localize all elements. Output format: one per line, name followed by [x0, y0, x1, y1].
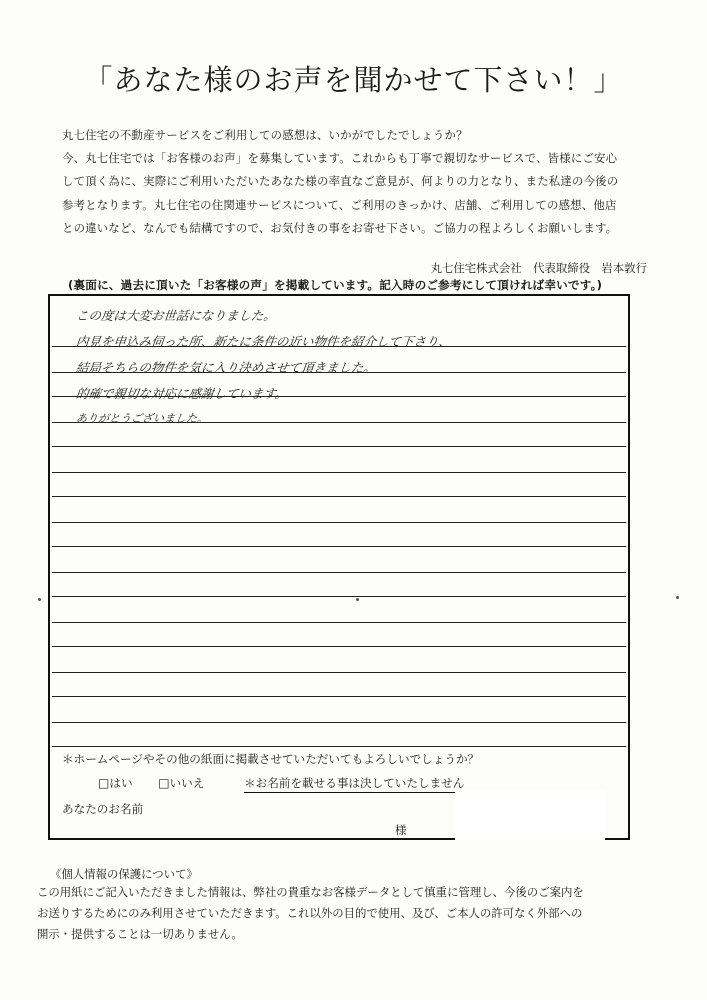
name-field-label: あなたのお名前 — [62, 802, 144, 816]
ruled-line — [52, 446, 626, 447]
handwritten-line: ありがとうございました。 — [75, 412, 209, 425]
page-title: 「あなた様のお声を聞かせて下さい！」 — [83, 63, 624, 97]
publish-consent-options — [98, 775, 464, 793]
ruled-line — [52, 746, 626, 747]
handwritten-line: この度は大変お世話になりました。 — [75, 308, 277, 323]
scan-speck — [676, 596, 679, 599]
intro-line: との違いなど、なんでも結構ですので、お気付きの事をお寄せ下さい。ご協力の程よろしくお願いします。 — [62, 220, 618, 235]
privacy-line: この用紙にご記入いただきました情報は、弊社の貴重なお客様データとして慎重に管理し、今後のご案内を — [37, 885, 584, 899]
name-honorific: 様 — [395, 823, 407, 837]
ruled-line — [52, 546, 626, 547]
privacy-text — [37, 882, 677, 946]
ruled-line — [52, 522, 626, 523]
form-note: (裏面に、過去に頂いた「お客様の声」を掲載しています。記入時のご参考にして頂ければ幸いです。) — [68, 278, 603, 292]
privacy-line: お送りするためにのみ利用させていただきます。これ以外の目的で使用、及び、ご本人の許可なく外部への — [37, 906, 583, 921]
feedback-form — [48, 294, 630, 840]
consent-yes-option[interactable] — [98, 775, 133, 791]
intro-line: して頂く為に、実際にご利用いただいたあなた様の率直なご意見が、何よりの力となり、また私達の今後の — [62, 174, 619, 189]
handwritten-line: 結局そちらの物件を気に入り決めさせて頂きました。 — [75, 360, 377, 375]
company-signature: 丸七住宅株式会社 代表取締役 岩本敦行 — [430, 261, 647, 275]
ruled-line — [52, 596, 626, 597]
checkbox-icon[interactable]: □ — [158, 776, 170, 790]
scan-speck — [356, 598, 359, 601]
intro-line: 丸七住宅の不動産サービスをご利用しての感想は、いかがでしたでしょうか？ — [62, 128, 468, 142]
comment-area[interactable] — [50, 296, 628, 746]
name-input-redacted[interactable] — [455, 790, 605, 840]
consent-no-option[interactable] — [158, 775, 204, 791]
scan-speck — [38, 598, 41, 601]
name-not-published-note: ＊お名前を載せる事は決していたしません — [244, 775, 464, 793]
ruled-line — [52, 646, 626, 647]
ruled-line — [52, 622, 626, 623]
intro-line: 今、丸七住宅では「お客様のお声」を募集しています。これからも丁寧で親切なサービスで、皆様にご安心 — [62, 151, 618, 166]
consent-yes-label: はい — [109, 776, 133, 790]
privacy-line: 開示・提供することは一切ありません。 — [37, 927, 243, 942]
ruled-line — [52, 496, 626, 497]
handwritten-line: 内見を申込み伺った所、新たに条件の近い物件を紹介して下さり、 — [75, 334, 452, 349]
privacy-heading: 《個人情報の保護について》 — [50, 867, 198, 881]
ruled-line — [52, 722, 626, 723]
ruled-line — [52, 572, 626, 573]
ruled-line — [52, 696, 626, 697]
intro-text — [62, 124, 652, 240]
ruled-line — [52, 472, 626, 473]
handwritten-line: 的確で親切な対応に感謝しています。 — [75, 386, 289, 401]
checkbox-icon[interactable]: □ — [98, 776, 110, 790]
intro-line: 参考となります。丸七住宅の住関連サービスについて、ご利用のきっかけ、店舗、ご利用しての感想、他店 — [62, 197, 617, 212]
ruled-line — [52, 672, 626, 673]
publish-consent-question: ＊ホームページやその他の紙面に掲載させていただいてもよろしいでしょうか？ — [62, 752, 480, 766]
consent-no-label: いいえ — [169, 776, 205, 790]
